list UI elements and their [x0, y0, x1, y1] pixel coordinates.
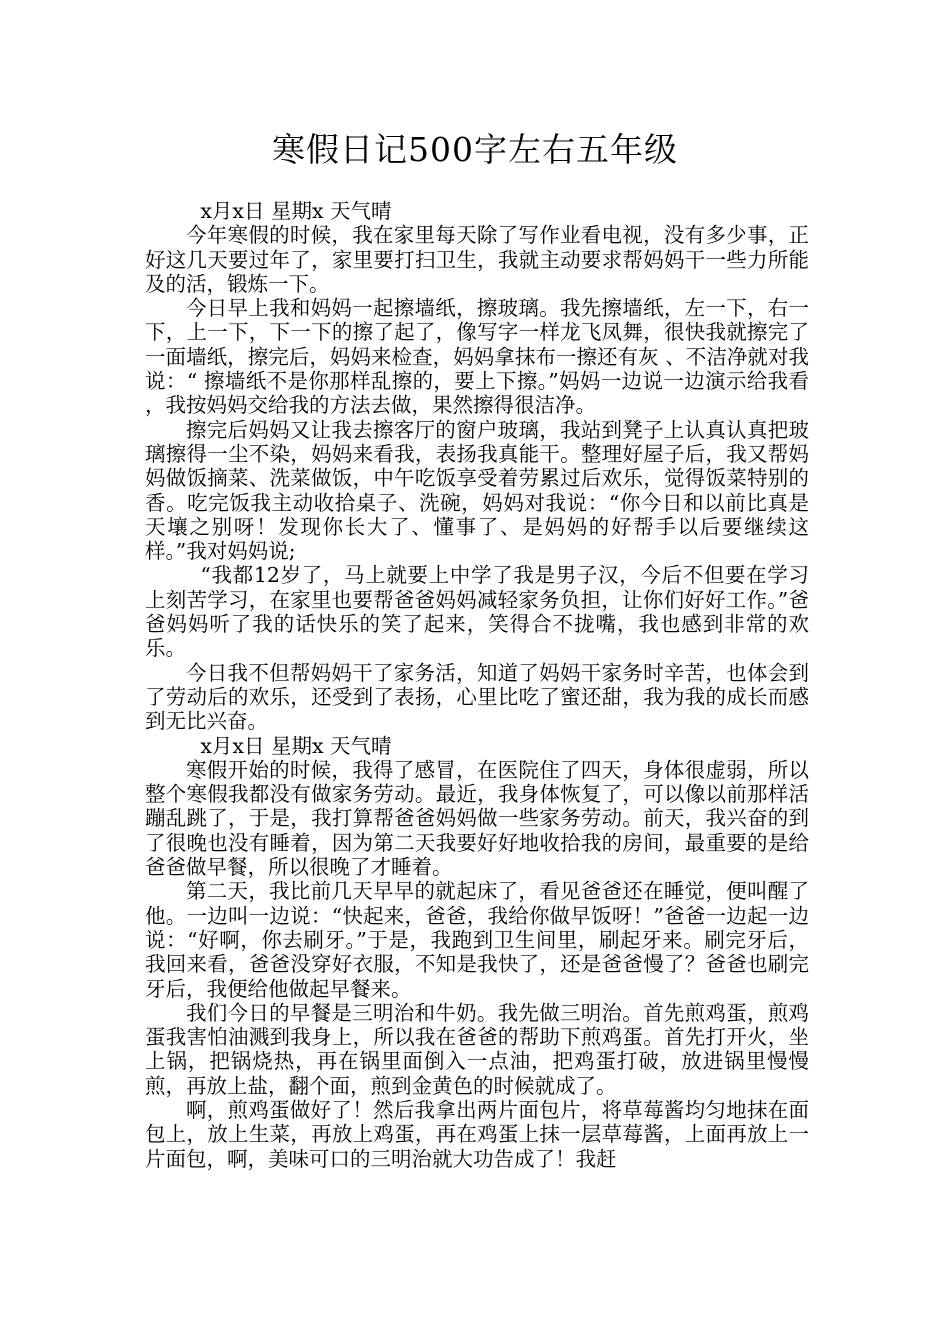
- diary-date-line: x月x日 星期x 天气晴: [200, 733, 392, 758]
- page-title: 寒假日记500字左右五年级: [272, 130, 678, 169]
- diary-date-line: x月x日 星期x 天气晴: [200, 199, 392, 223]
- paragraph: 擦完后妈妈又让我去擦客厅的窗户玻璃，我站到凳子上认真认真把玻璃擦得一尘不染，妈妈来看我，表扬我真能干。整理好屋子后，我又帮妈妈做饭摘菜、洗菜做饭，中午吃饭享受着劳累过后欢乐，觉得饭菜特别的香。吃完饭我主动收拾桌子、洗碗，妈妈对我说：“你今日和以前比真是天壤之别呀！发现你长大了、懂事了、是妈妈的好帮手以后要继续这样。”我对妈妈说;: [145, 417, 809, 564]
- paragraph: “我都12岁了，马上就要上中学了我是男子汉，今后不但要在学习上刻苦学习，在家里也要帮爸爸妈妈减轻家务负担，让你们好好工作。”爸爸妈妈听了我的话快乐的笑了起来，笑得合不拢嘴，我也感到非常的欢乐。: [145, 563, 809, 661]
- paragraph: 我们今日的早餐是三明治和牛奶。我先做三明治。首先煎鸡蛋，煎鸡蛋我害怕油溅到我身上，所以我在爸爸的帮助下煎鸡蛋。首先打开火，坐上锅，把锅烧热，再在锅里面倒入一点油，把鸡蛋打破，放进锅里慢慢煎，再放上盐，翻个面，煎到金黄色的时候就成了。: [145, 1000, 809, 1098]
- paragraph: 寒假开始的时候，我得了感冒，在医院住了四天，身体很虚弱，所以整个寒假我都没有做家务劳动。最近，我身体恢复了，可以像以前那样活蹦乱跳了，于是，我打算帮爸爸妈妈做一些家务劳动。前天，我兴奋的到了很晚也没有睡着，因为第二天我要好好地收拾我的房间，最重要的是给爸爸做早餐，所以很晚了才睡着。: [145, 757, 809, 880]
- diary-body: [145, 199, 809, 1171]
- paragraph: 啊，煎鸡蛋做好了！然后我拿出两片面包片，将草莓酱均匀地抹在面包上，放上生菜，再放上鸡蛋，再在鸡蛋上抹一层草莓酱，上面再放上一片面包，啊，美味可口的三明治就大功告成了！我赶: [145, 1097, 809, 1171]
- paragraph: 第二天，我比前几天早早的就起床了，看见爸爸还在睡觉，便叫醒了他。一边叫一边说：“快起来，爸爸，我给你做早饭呀！”爸爸一边起一边说：“好啊，你去刷牙。”于是，我跑到卫生间里，刷起牙来。刷完牙后，我回来看，爸爸没穿好衣服，不知是我快了，还是爸爸慢了？爸爸也刷完牙后，我便给他做起早餐来。: [145, 879, 809, 1001]
- paragraph: 今年寒假的时候，我在家里每天除了写作业看电视，没有多少事，正好这几天要过年了，家里要打扫卫生，我就主动要求帮妈妈干一些力所能及的活，锻炼一下。: [145, 223, 809, 296]
- paragraph: 今日早上我和妈妈一起擦墙纸，擦玻璃。我先擦墙纸，左一下，右一下，上一下，下一下的擦了起了，像写字一样龙飞凤舞，很快我就擦完了一面墙纸，擦完后，妈妈来检查，妈妈拿抹布一擦还有灰 、不洁净就对我说：“ 擦墙纸不是你那样乱擦的，要上下擦。”妈妈一边说一边演示给我看 ，我按妈妈交给我的方法去做，果然擦得很洁净。: [145, 296, 809, 418]
- paragraph: 今日我不但帮妈妈干了家务活，知道了妈妈干家务时辛苦，也体会到了劳动后的欢乐，还受到了表扬，心里比吃了蜜还甜，我为我的成长而感到无比兴奋。: [145, 660, 809, 734]
